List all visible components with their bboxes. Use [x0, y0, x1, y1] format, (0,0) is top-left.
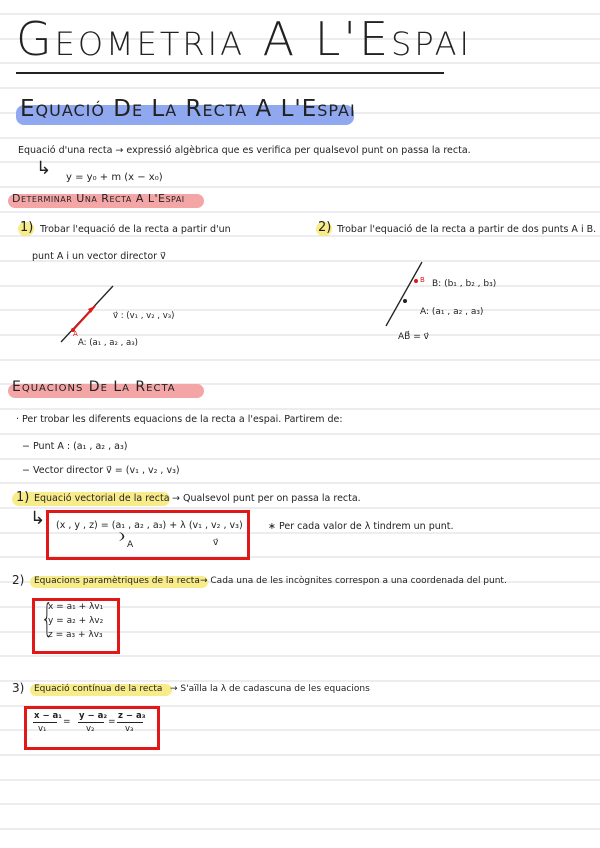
eq1-brace-a: ⌒	[89, 531, 122, 542]
point-b-label: B: (b₁ , b₂ , b₃)	[432, 279, 497, 289]
eq2-description: → Cada una de les incògnites correspon a una coordenada del punt.	[200, 576, 507, 586]
vector-label: v⃗ : (v₁ , v₂ , v₃)	[113, 311, 175, 321]
item1-line1: Trobar l'equació de la recta a partir d'un	[40, 224, 231, 235]
section-heading: Equació De La Recta A L'Espai	[20, 96, 356, 122]
arrow-indent-icon: ↳	[36, 158, 52, 179]
ab-vector-label: AB⃗ = v⃗	[398, 332, 429, 342]
eq2-title: Equacions paramètriques de la recta	[34, 576, 200, 586]
vector-line: − Vector director v⃗ = (v₁ , v₂ , v₃)	[22, 465, 180, 476]
determinar-heading: Determinar Una Recta A L'Espai	[12, 192, 185, 205]
eq3-frac1-bar	[33, 722, 57, 723]
eq3-frac1-den: v₁	[38, 724, 47, 734]
point-b-marker: B	[420, 276, 425, 284]
eq3-equals-1: =	[63, 717, 71, 727]
title-underline	[16, 72, 444, 74]
eq2-line-x: x = a₁ + λv₁	[48, 602, 104, 612]
eq3-number: 3)	[12, 681, 25, 695]
item2-line1: Trobar l'equació de la recta a partir de dos punts A i B.	[337, 224, 597, 235]
item2-number: 2)	[318, 220, 332, 235]
eq1-title: Equació vectorial de la recta	[34, 493, 170, 504]
eq3-frac3-num: z − a₃	[118, 711, 146, 721]
eq1-box	[46, 510, 250, 560]
eq2-brace: {	[41, 596, 54, 640]
equacions-intro: · Per trobar les diferents equacions de la recta a l'espai. Partirem de:	[16, 414, 343, 425]
point-a-label: A: (a₁ , a₂ , a₃)	[78, 338, 138, 348]
point-a-marker: A	[73, 330, 78, 338]
line-formula: y = y₀ + m (x − x₀)	[66, 172, 163, 183]
eq3-frac1-num: x − a₁	[34, 711, 62, 721]
eq2-line-y: y = a₂ + λv₂	[48, 616, 104, 626]
eq1-note: ∗ Per cada valor de λ tindrem un punt.	[268, 521, 454, 532]
point-a2-label: A: (a₁ , a₂ , a₃)	[420, 307, 484, 317]
eq2-number: 2)	[12, 573, 25, 587]
eq3-frac3-bar	[117, 722, 143, 723]
eq1-description: → Qualsevol punt per on passa la recta.	[172, 493, 361, 504]
eq3-frac2-num: y − a₂	[79, 711, 108, 721]
item1-line2: punt A i un vector director v⃗	[32, 251, 166, 262]
eq2-line-z: z = a₃ + λv₃	[48, 630, 103, 640]
eq3-frac3-den: v₃	[125, 724, 134, 734]
page-title: Geometria A L'Espai	[16, 12, 472, 66]
eq1-formula: (x , y , z) = (a₁ , a₂ , a₃) + λ (v₁ , v₂ , v₃)	[56, 520, 243, 531]
eq1-number: 1)	[16, 490, 30, 505]
eq3-frac2-bar	[78, 722, 104, 723]
eq3-description: → S'aïlla la λ de cadascuna de les equacions	[170, 684, 370, 694]
two-points-sketch	[380, 258, 440, 330]
eq3-equals-2: =	[108, 717, 116, 727]
item1-number: 1)	[20, 220, 34, 235]
arrow-indent-icon: ↳	[30, 508, 46, 529]
eq1-label-v: v⃗	[213, 538, 219, 548]
eq3-title: Equació contínua de la recta	[34, 684, 163, 694]
eq1-label-a: A	[127, 540, 134, 550]
punt-line: − Punt A : (a₁ , a₂ , a₃)	[22, 441, 128, 452]
eq3-frac2-den: v₂	[86, 724, 95, 734]
equacions-heading: Equacions De La Recta	[12, 379, 176, 395]
intro-text: Equació d'una recta → expressió algèbrica que es verifica per qualsevol punt on passa la recta.	[18, 145, 471, 156]
